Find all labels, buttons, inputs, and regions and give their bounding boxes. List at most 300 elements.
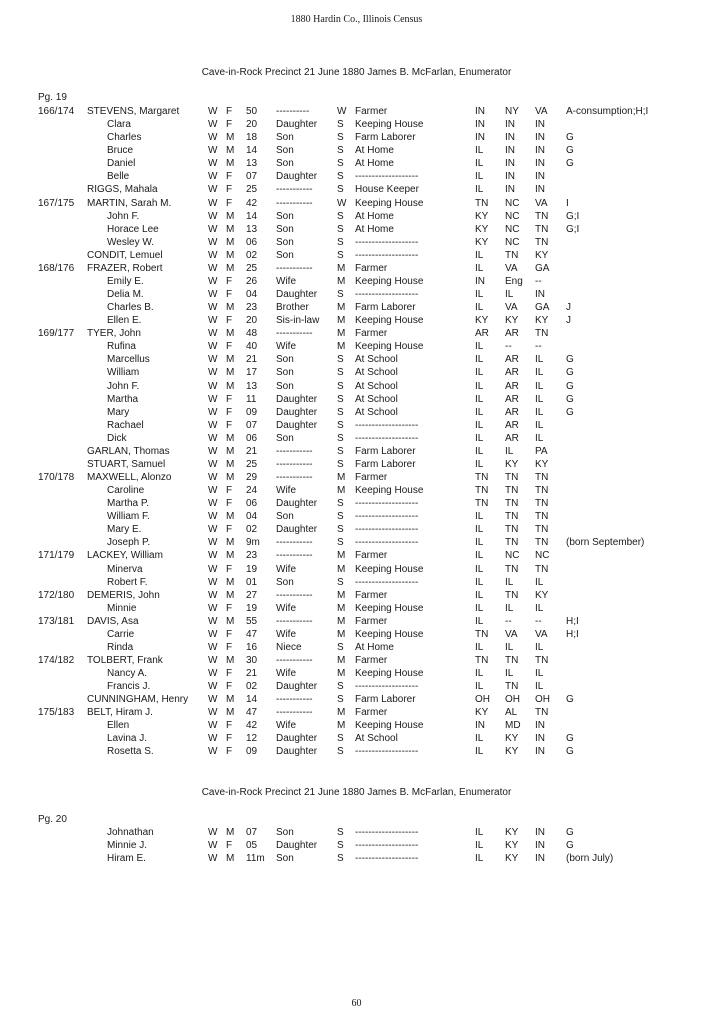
birthplace: IL [475,289,484,300]
birthplace: IL [475,445,484,457]
race: W [208,498,218,510]
dwelling-number: 170/178 [38,472,75,483]
notes: (born September) [566,537,645,549]
relation: Daughter [276,406,318,418]
occupation: At School [355,380,398,392]
mother-birthplace: TN [535,654,549,666]
person-name: Martha [107,393,139,405]
marital-status: S [337,289,344,300]
table-row [0,458,713,471]
age: 04 [246,511,258,523]
age: 13 [246,380,258,392]
table-row [0,157,713,170]
notes: G [566,354,574,366]
mother-birthplace: IN [535,119,545,131]
birthplace: IN [475,132,485,144]
sex: F [226,733,233,745]
birthplace: IL [475,537,484,549]
marital-status: S [337,171,344,183]
occupation: ------------------- [355,249,419,261]
birthplace: IL [475,171,484,183]
age: 13 [246,223,258,235]
father-birthplace: TN [505,511,519,523]
race: W [208,406,218,418]
birthplace: KY [475,210,489,222]
father-birthplace: IN [505,184,515,196]
mother-birthplace: KY [535,458,549,470]
table-row [0,197,713,210]
occupation: ------------------- [355,681,419,693]
race: W [208,262,218,274]
marital-status: S [337,393,344,405]
relation: Son [276,432,294,444]
table-row [0,563,713,576]
table-row [0,602,713,615]
age: 11 [246,393,257,405]
mother-birthplace: IL [535,354,544,366]
marital-status: S [337,498,344,510]
father-birthplace: AR [505,406,519,418]
birthplace: IL [475,524,484,536]
occupation: At School [355,733,398,745]
race: W [208,550,218,562]
relation: Daughter [276,171,318,183]
sex: M [226,589,235,601]
father-birthplace: TN [505,498,519,510]
person-name: Johnathan [107,827,154,838]
occupation: ------------------- [355,746,419,758]
relation: ----------- [276,615,313,627]
occupation: Farmer [355,589,388,601]
table-row [0,693,713,706]
birthplace: IL [475,158,484,170]
person-name: Emily E. [107,275,144,287]
table-row [0,236,713,249]
sex: M [226,380,235,392]
notes: G [566,406,574,418]
race: W [208,132,218,144]
person-name: GARLAN, Thomas [87,445,170,457]
sex: M [226,694,235,706]
father-birthplace: IL [505,668,514,679]
sex: M [226,132,235,144]
sex: F [226,524,233,536]
relation: Daughter [276,119,318,131]
table-row [0,327,713,340]
marital-status: S [337,733,344,745]
relation: Wife [276,341,296,353]
birthplace: IL [475,354,484,366]
age: 07 [246,171,258,183]
mother-birthplace: TN [535,537,549,549]
age: 04 [246,289,258,300]
person-name: Dick [107,432,127,444]
sex: M [226,367,235,379]
relation: ----------- [276,537,313,549]
table-row [0,118,713,131]
father-birthplace: IN [505,171,515,183]
father-birthplace: AR [505,419,519,431]
dwelling-number: 175/183 [38,707,75,719]
race: W [208,853,218,865]
age: 09 [246,746,258,758]
notes: G [566,746,574,758]
mother-birthplace: GA [535,262,550,274]
birthplace: IL [475,641,484,653]
age: 13 [246,158,258,170]
person-name: John F. [107,380,140,392]
age: 05 [246,840,258,852]
race: W [208,210,218,222]
table-row [0,852,713,865]
sex: M [226,262,235,274]
notes: G [566,380,574,392]
notes: G [566,145,574,157]
mother-birthplace: -- [535,275,542,287]
race: W [208,654,218,666]
sex: M [226,328,235,340]
age: 16 [246,641,258,653]
mother-birthplace: IN [535,145,545,157]
race: W [208,733,218,745]
relation: Son [276,853,294,865]
occupation: House Keeper [355,184,419,196]
person-name: Nancy A. [107,668,148,679]
father-birthplace: NC [505,197,520,209]
race: W [208,419,218,431]
age: 26 [246,275,258,287]
marital-status: W [337,106,347,117]
sex: F [226,628,233,640]
age: 30 [246,654,258,666]
notes: G [566,393,574,405]
mother-birthplace: TN [535,511,549,523]
race: W [208,145,218,157]
age: 25 [246,458,258,470]
race: W [208,681,218,693]
sex: F [226,720,233,732]
birthplace: KY [475,236,489,248]
race: W [208,302,218,314]
sex: M [226,550,235,562]
birthplace: IN [475,119,485,131]
age: 55 [246,615,258,627]
race: W [208,485,218,496]
marital-status: M [337,485,346,496]
birthplace: IL [475,853,484,865]
occupation: At Home [355,210,394,222]
birthplace: TN [475,485,489,496]
marital-status: S [337,827,344,838]
relation: ----------- [276,262,313,274]
sex: F [226,746,233,758]
relation: Daughter [276,419,318,431]
occupation: Keeping House [355,275,424,287]
mother-birthplace: GA [535,302,550,314]
birthplace: KY [475,223,489,235]
mother-birthplace: IL [535,668,544,679]
father-birthplace: TN [505,681,519,693]
occupation: Farm Laborer [355,302,416,314]
mother-birthplace: TN [535,563,549,575]
sex: M [226,458,235,470]
age: 21 [246,445,258,457]
age: 09 [246,406,258,418]
sex: F [226,393,233,405]
race: W [208,158,218,170]
marital-status: S [337,524,344,536]
relation: ----------- [276,184,313,196]
relation: Wife [276,628,296,640]
race: W [208,628,218,640]
marital-status: S [337,184,344,196]
table-row [0,144,713,157]
sex: M [226,511,235,523]
race: W [208,184,218,196]
marital-status: M [337,275,346,287]
notes: G;I [566,210,580,222]
father-birthplace: TN [505,589,519,601]
person-name: Bruce [107,145,134,157]
mother-birthplace: IN [535,733,545,745]
relation: Daughter [276,746,318,758]
age: 29 [246,472,258,483]
age: 11m [246,853,265,865]
sex: M [226,236,235,248]
notes: H;I [566,628,579,640]
table-row [0,719,713,732]
person-name: BELT, Hiram J. [87,707,153,719]
relation: Daughter [276,524,318,536]
birthplace: IL [475,393,484,405]
table-row [0,131,713,144]
occupation: Keeping House [355,341,424,353]
birthplace: OH [475,694,490,706]
table-row [0,589,713,602]
marital-status: M [337,315,346,327]
marital-status: S [337,236,344,248]
race: W [208,341,218,353]
father-birthplace: IL [505,445,514,457]
birthplace: IL [475,681,484,693]
father-birthplace: TN [505,249,519,261]
father-birthplace: -- [505,615,512,627]
sex: M [226,827,235,838]
table-row [0,288,713,301]
sex: F [226,406,233,418]
person-name: CUNNINGHAM, Henry [87,694,189,706]
document-title: 1880 Hardin Co., Illinois Census [290,14,423,25]
person-name: Clara [107,119,131,131]
relation: Son [276,827,294,838]
table-row [0,745,713,758]
mother-birthplace: TN [535,707,549,719]
occupation: ------------------- [355,432,419,444]
table-row [0,380,713,393]
marital-status: M [337,668,346,679]
section-subheading: Cave-in-Rock Precinct 21 June 1880 James B. McFarlan, Enumerator [201,787,512,798]
age: 19 [246,602,258,614]
sex: F [226,668,233,679]
relation: Daughter [276,733,318,745]
person-name: Rinda [107,641,134,653]
sex: F [226,419,233,431]
occupation: Farmer [355,550,388,562]
sex: M [226,210,235,222]
occupation: Farm Laborer [355,445,416,457]
mother-birthplace: IN [535,158,545,170]
marital-status: S [337,681,344,693]
age: 25 [246,184,258,196]
table-row [0,353,713,366]
marital-status: S [337,576,344,588]
person-name: MAXWELL, Alonzo [87,472,172,483]
race: W [208,563,218,575]
table-row [0,654,713,667]
person-name: CONDIT, Lemuel [87,249,163,261]
relation: Wife [276,720,296,732]
relation: Sis-in-law [276,315,320,327]
relation: ----------- [276,654,313,666]
marital-status: M [337,328,346,340]
table-row [0,314,713,327]
mother-birthplace: IL [535,406,544,418]
birthplace: TN [475,498,489,510]
relation: Son [276,236,294,248]
age: 06 [246,432,258,444]
father-birthplace: AR [505,354,519,366]
mother-birthplace: TN [535,210,549,222]
race: W [208,315,218,327]
mother-birthplace: IL [535,432,544,444]
relation: ---------- [276,106,310,117]
father-birthplace: IL [505,576,514,588]
table-row [0,641,713,654]
marital-status: S [337,458,344,470]
table-row [0,262,713,275]
age: 20 [246,315,258,327]
relation: Son [276,158,294,170]
occupation: Keeping House [355,315,424,327]
race: W [208,511,218,523]
occupation: ------------------- [355,511,419,523]
birthplace: IL [475,576,484,588]
age: 42 [246,720,258,732]
occupation: Farm Laborer [355,132,416,144]
birthplace: IL [475,615,484,627]
table-row [0,549,713,562]
father-birthplace: -- [505,341,512,353]
race: W [208,380,218,392]
father-birthplace: MD [505,720,521,732]
birthplace: IL [475,367,484,379]
father-birthplace: NC [505,223,520,235]
age: 23 [246,550,258,562]
birthplace: IL [475,563,484,575]
race: W [208,432,218,444]
birthplace: IL [475,249,484,261]
section-subheading: Cave-in-Rock Precinct 21 June 1880 James B. McFarlan, Enumerator [201,67,512,78]
age: 06 [246,236,258,248]
sex: M [226,853,235,865]
sex: M [226,302,235,314]
age: 14 [246,145,258,157]
occupation: At Home [355,145,394,157]
relation: Son [276,576,294,588]
notes: G;I [566,223,580,235]
table-row [0,393,713,406]
person-name: STUART, Samuel [87,458,166,470]
person-name: Horace Lee [107,223,159,235]
occupation: Keeping House [355,563,424,575]
occupation: ------------------- [355,524,419,536]
notes: G [566,733,574,745]
mother-birthplace: IL [535,367,544,379]
mother-birthplace: IN [535,746,545,758]
mother-birthplace: IN [535,171,545,183]
father-birthplace: VA [505,262,518,274]
occupation: At Home [355,641,394,653]
age: 02 [246,681,258,693]
race: W [208,367,218,379]
marital-status: S [337,380,344,392]
relation: Wife [276,275,296,287]
sex: M [226,472,235,483]
occupation: ------------------- [355,827,419,838]
race: W [208,537,218,549]
sex: M [226,615,235,627]
table-row [0,406,713,419]
relation: Wife [276,563,296,575]
marital-status: M [337,589,346,601]
sex: F [226,184,233,196]
occupation: ------------------- [355,840,419,852]
sex: M [226,158,235,170]
occupation: ------------------- [355,289,419,300]
notes: J [566,302,571,314]
father-birthplace: IN [505,119,515,131]
person-name: TYER, John [87,328,141,340]
race: W [208,707,218,719]
marital-status: M [337,341,346,353]
table-row [0,301,713,314]
birthplace: AR [475,328,489,340]
notes: J [566,315,571,327]
relation: Daughter [276,498,318,510]
person-name: Minnie J. [107,840,148,852]
marital-status: S [337,694,344,706]
marital-status: M [337,615,346,627]
race: W [208,171,218,183]
person-name: Hiram E. [107,853,146,865]
marital-status: S [337,840,344,852]
occupation: At School [355,354,398,366]
birthplace: TN [475,472,489,483]
table-row [0,471,713,484]
dwelling-number: 169/177 [38,328,75,340]
occupation: Farmer [355,106,388,117]
birthplace: IL [475,341,484,353]
age: 02 [246,249,258,261]
mother-birthplace: IN [535,840,545,852]
occupation: ------------------- [355,537,419,549]
person-name: Charles B. [107,302,154,314]
table-row [0,484,713,497]
mother-birthplace: -- [535,615,542,627]
relation: Son [276,223,294,235]
birthplace: IL [475,511,484,523]
relation: ----------- [276,589,313,601]
